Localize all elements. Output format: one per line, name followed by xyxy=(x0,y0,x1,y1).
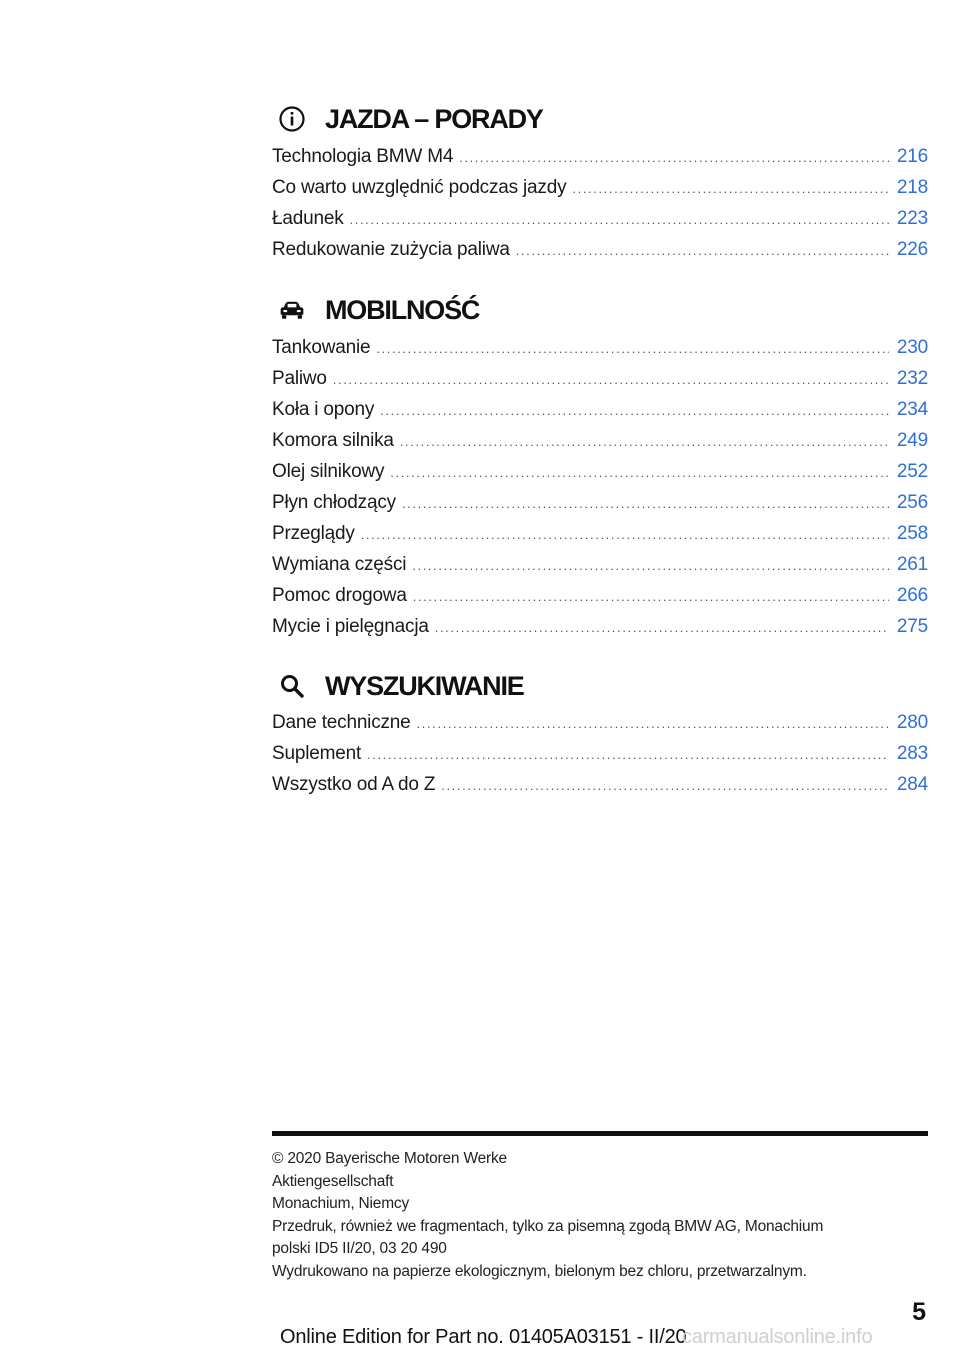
colophon-line: Wydrukowano na papierze ekologicznym, bielonym bez chloru, przetwarzalnym. xyxy=(272,1262,807,1280)
leader-dots xyxy=(333,364,889,395)
section-mobilnosc xyxy=(272,292,928,642)
toc-list xyxy=(272,141,928,265)
toc-entry[interactable] xyxy=(272,580,928,611)
leader-dots xyxy=(417,708,889,739)
toc-entry[interactable] xyxy=(272,394,928,425)
colophon-line: © 2020 Bayerische Motoren Werke xyxy=(272,1150,507,1167)
info-icon xyxy=(278,105,306,133)
colophon-line: Monachium, Niemcy xyxy=(272,1195,410,1213)
toc-entry-label: Komora silnika xyxy=(272,430,394,451)
toc-entry[interactable] xyxy=(272,456,928,487)
toc-page-link[interactable]: 275 xyxy=(896,616,928,637)
toc-entry[interactable] xyxy=(272,707,928,738)
toc-entry[interactable] xyxy=(272,738,928,769)
car-icon xyxy=(278,296,306,324)
toc-page-link[interactable]: 226 xyxy=(896,239,928,260)
toc-entry[interactable] xyxy=(272,518,928,549)
leader-dots xyxy=(459,142,889,173)
toc-entry-label: Technologia BMW M4 xyxy=(272,146,454,167)
toc-page-link[interactable]: 266 xyxy=(896,585,928,606)
colophon xyxy=(272,1148,932,1284)
toc-entry[interactable] xyxy=(272,769,928,800)
colophon-line: polski ID5 II/20, 03 20 490 xyxy=(272,1240,447,1258)
leader-dots xyxy=(400,426,889,457)
toc-page-link[interactable]: 261 xyxy=(896,554,928,575)
toc-page-link[interactable]: 230 xyxy=(896,337,928,358)
section-header xyxy=(272,668,928,704)
toc-page-link[interactable]: 280 xyxy=(896,712,928,733)
leader-dots xyxy=(380,395,889,426)
leader-dots xyxy=(367,739,889,770)
section-title: WYSZUKIWANIE xyxy=(325,671,524,701)
section-jazda-porady xyxy=(272,101,928,265)
section-header xyxy=(272,101,928,137)
leader-dots xyxy=(350,204,889,235)
toc-entry[interactable] xyxy=(272,425,928,456)
toc-entry-label: Pomoc drogowa xyxy=(272,585,407,606)
footer-divider xyxy=(272,1131,928,1136)
toc-entry[interactable] xyxy=(272,487,928,518)
toc-page-link[interactable]: 283 xyxy=(896,743,928,764)
colophon-line: Aktiengesellschaft xyxy=(272,1172,394,1190)
toc-entry-label: Wszystko od A do Z xyxy=(272,774,436,795)
toc-entry[interactable] xyxy=(272,172,928,203)
toc-page-link[interactable]: 232 xyxy=(896,368,928,389)
toc-entry[interactable] xyxy=(272,141,928,172)
leader-dots xyxy=(361,519,889,550)
leader-dots xyxy=(402,488,889,519)
leader-dots xyxy=(435,612,889,643)
toc-entry-label: Koła i opony xyxy=(272,399,375,420)
toc-page-link[interactable]: 234 xyxy=(896,399,928,420)
toc-entry[interactable] xyxy=(272,234,928,265)
toc-entry[interactable] xyxy=(272,611,928,642)
section-title: MOBILNOŚĆ xyxy=(325,295,480,325)
toc-entry-label: Ładunek xyxy=(272,208,344,229)
toc-page-link[interactable]: 218 xyxy=(896,177,928,198)
colophon-line: Przedruk, również we fragmentach, tylko za pisemną zgodą BMW AG, Monachium xyxy=(272,1217,824,1235)
toc-entry[interactable] xyxy=(272,332,928,363)
toc-entry[interactable] xyxy=(272,363,928,394)
section-wyszukiwanie xyxy=(272,668,928,800)
toc-entry-label: Paliwo xyxy=(272,368,327,389)
toc-list xyxy=(272,332,928,642)
toc-entry-label: Olej silnikowy xyxy=(272,461,385,482)
toc-page-link[interactable]: 258 xyxy=(896,523,928,544)
leader-dots xyxy=(376,333,889,364)
toc-entry-label: Dane techniczne xyxy=(272,712,411,733)
leader-dots xyxy=(413,581,889,612)
toc-page-link[interactable]: 284 xyxy=(896,774,928,795)
page-number: 5 xyxy=(912,1298,926,1326)
section-header xyxy=(272,292,928,328)
search-icon xyxy=(278,672,306,700)
leader-dots xyxy=(412,550,889,581)
edition-note: Online Edition for Part no. 01405A03151 - II/20 xyxy=(280,1326,687,1348)
leader-dots xyxy=(516,235,889,266)
toc-page-link[interactable]: 252 xyxy=(896,461,928,482)
toc-page-link[interactable]: 249 xyxy=(896,430,928,451)
toc-entry-label: Przeglądy xyxy=(272,523,355,544)
toc-entry-label: Tankowanie xyxy=(272,337,371,358)
toc-entry[interactable] xyxy=(272,549,928,580)
leader-dots xyxy=(572,173,889,204)
leader-dots xyxy=(390,457,889,488)
toc-page-link[interactable]: 216 xyxy=(896,146,928,167)
toc-list xyxy=(272,707,928,800)
toc-entry-label: Co warto uwzględnić podczas jazdy xyxy=(272,177,567,198)
toc-entry-label: Płyn chłodzący xyxy=(272,492,396,513)
section-title: JAZDA – PORADY xyxy=(325,104,543,134)
toc-entry-label: Redukowanie zużycia paliwa xyxy=(272,239,510,260)
toc-entry-label: Wymiana części xyxy=(272,554,407,575)
toc-page-link[interactable]: 223 xyxy=(896,208,928,229)
watermark: carmanualsonline.info xyxy=(682,1326,873,1348)
leader-dots xyxy=(441,770,889,801)
toc-page-link[interactable]: 256 xyxy=(896,492,928,513)
toc-entry[interactable] xyxy=(272,203,928,234)
toc-entry-label: Suplement xyxy=(272,743,362,764)
toc-entry-label: Mycie i pielęgnacja xyxy=(272,616,429,637)
